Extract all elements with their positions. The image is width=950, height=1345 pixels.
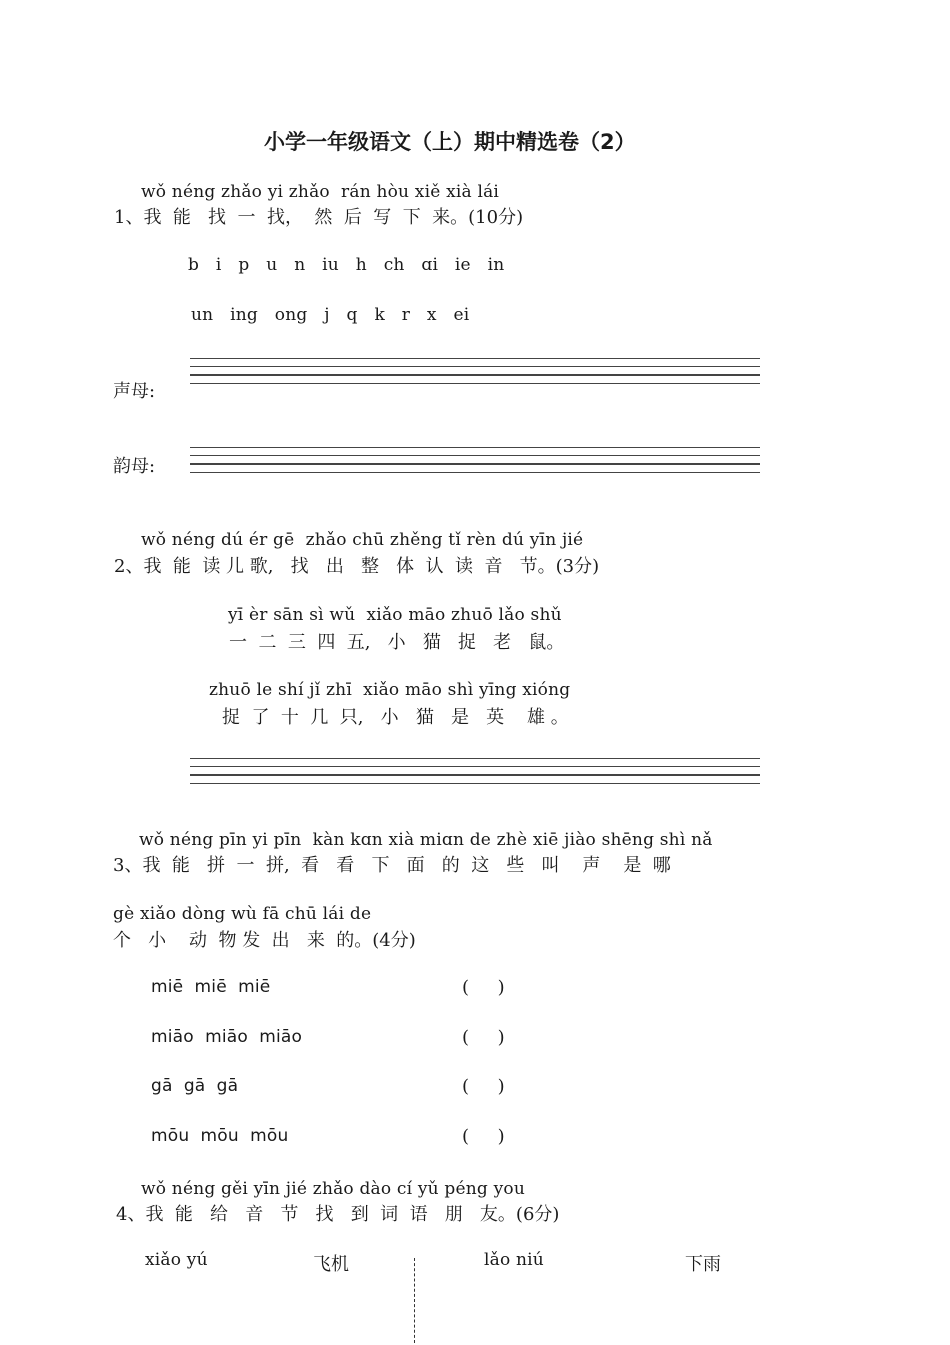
match-pinyin[interactable]: lǎo niú — [484, 1250, 544, 1270]
q2-pinyin: wǒ néng dú ér gē zhǎo chū zhěng tǐ rèn dú yīn jié — [141, 530, 584, 550]
match-pinyin[interactable]: xiǎo yú — [145, 1250, 208, 1270]
q3-pinyin: wǒ néng pīn yi pīn kàn kɑn xià miɑn de zhè xiē jiào shēng shì nǎ — [139, 830, 713, 850]
answer-blank[interactable]: ( ) — [462, 1076, 505, 1097]
q1-question: 1、我 能 找 一 找， 然 后 写 下 来。(10分) — [114, 207, 524, 228]
q3-question-2: 个 小 动 物 发 出 来 的。(4分) — [113, 930, 416, 951]
poem-line-1: 一 二 三 四 五, 小 猫 捉 老 鼠。 — [229, 632, 565, 653]
q1-pinyin: wǒ néng zhǎo yi zhǎo rán hòu xiě xià lái — [141, 182, 500, 202]
answer-blank[interactable]: ( ) — [462, 977, 505, 998]
q1-letters-row-2: un ing ong j q k r x ei — [191, 305, 470, 325]
match-word[interactable]: 下雨 — [685, 1254, 721, 1275]
match-word[interactable]: 飞机 — [313, 1254, 349, 1275]
finals-label: 韵母: — [113, 456, 156, 477]
poem-line-2: 捉 了 十 几 只, 小 猫 是 英 雄 。 — [222, 707, 569, 728]
answer-blank[interactable]: ( ) — [462, 1027, 505, 1048]
animal-sound: mōu mōu mōu — [151, 1126, 289, 1146]
q3-pinyin-2: gè xiǎo dòng wù fā chū lái de — [113, 904, 372, 924]
poem-line-1-pinyin: yī èr sān sì wǔ xiǎo māo zhuō lǎo shǔ — [228, 605, 562, 625]
q1-letters-row-1: b i p u n iu h ch ɑi ie in — [188, 255, 505, 275]
initials-writing-lines[interactable] — [190, 358, 760, 391]
finals-writing-lines[interactable] — [190, 447, 760, 480]
q3-question: 3、我 能 拼 一 拼, 看 看 下 面 的 这 些 叫 声 是 哪 — [113, 855, 671, 876]
poem-line-2-pinyin: zhuō le shí jǐ zhī xiǎo māo shì yīng xióng — [209, 680, 571, 700]
answer-blank[interactable]: ( ) — [462, 1126, 505, 1147]
q4-question: 4、我 能 给 音 节 找 到 词 语 朋 友。(6分) — [116, 1204, 560, 1225]
initials-label: 声母: — [113, 381, 156, 402]
q2-writing-lines[interactable] — [190, 758, 760, 791]
animal-sound: miē miē miē — [151, 977, 271, 997]
divider-dashed-line — [414, 1258, 415, 1343]
q4-pinyin: wǒ néng gěi yīn jié zhǎo dào cí yǔ péng you — [141, 1179, 526, 1199]
animal-sound: miāo miāo miāo — [151, 1027, 303, 1047]
animal-sound: gā gā gā — [151, 1076, 239, 1096]
q2-question: 2、我 能 读 儿 歌, 找 出 整 体 认 读 音 节。(3分) — [114, 556, 600, 577]
page-title: 小学一年级语文（上）期中精选卷（2） — [264, 130, 636, 154]
